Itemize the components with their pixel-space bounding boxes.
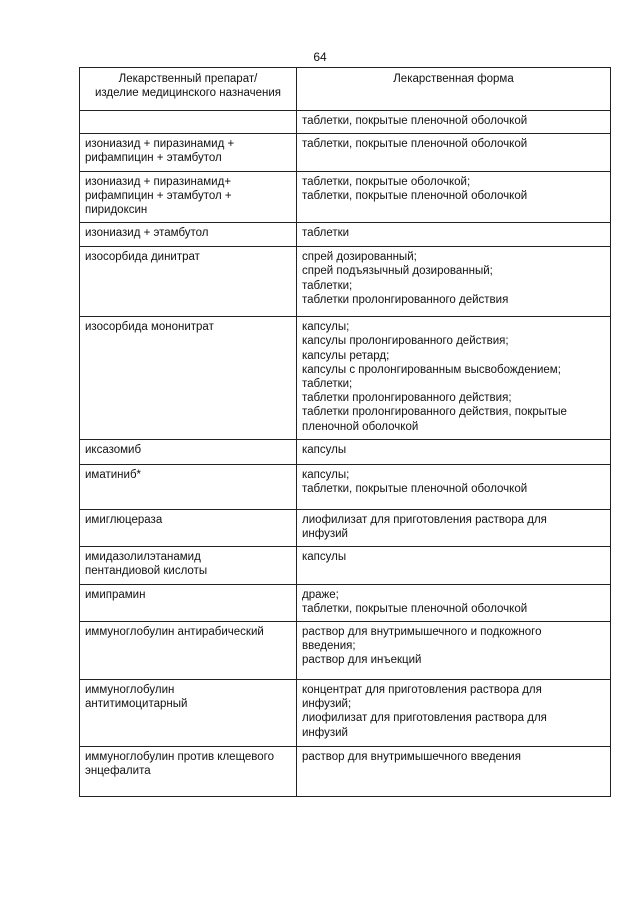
- table-row: [80, 171, 611, 223]
- dosage-form-cell: [297, 439, 611, 464]
- dosage-form-line: введения;: [302, 640, 356, 653]
- header-form: [297, 68, 611, 111]
- drug-cell: [80, 439, 297, 464]
- table-header-row: [80, 68, 611, 111]
- table-row: [80, 247, 611, 317]
- drug-name-line: изониазид + пиразинамид+: [85, 175, 232, 188]
- header-drug-line: изделие медицинского назначения: [94, 87, 282, 100]
- table-row: [80, 134, 611, 171]
- drug-cell: [80, 584, 297, 621]
- dosage-form-line: капсулы;: [302, 321, 350, 334]
- table-row: [80, 439, 611, 464]
- drug-name-line: иммуноглобулин против клещевого: [85, 751, 275, 764]
- drug-cell: [80, 509, 297, 546]
- dosage-form-cell: [297, 111, 611, 134]
- dosage-form-line: драже;: [302, 588, 339, 601]
- drug-cell: [80, 171, 297, 223]
- table-row: [80, 223, 611, 247]
- dosage-form-cell: [297, 547, 611, 584]
- drug-name-line: энцефалита: [85, 765, 151, 778]
- dosage-form-line: концентрат для приготовления раствора для: [302, 684, 542, 697]
- dosage-form-line: спрей дозированный;: [302, 251, 417, 264]
- dosage-form-line: таблетки, покрытые пленочной оболочкой: [302, 115, 528, 127]
- header-form-line: Лекарственная форма: [393, 73, 514, 85]
- dosage-form-line: капсулы с пролонгированным высвобождением;: [302, 363, 561, 376]
- dosage-form-cell: [297, 622, 611, 680]
- drug-name-line: изосорбида мононитрат: [85, 321, 214, 334]
- dosage-form-line: раствор для внутримышечного введения: [302, 751, 521, 764]
- table-row: [80, 680, 611, 747]
- drug-cell: [80, 134, 297, 171]
- drug-name-line: имидазолилэтанамид: [85, 551, 201, 564]
- table-row: [80, 622, 611, 680]
- dosage-form-cell: [297, 247, 611, 317]
- dosage-form-cell: [297, 747, 611, 797]
- drug-cell: [80, 223, 297, 247]
- dosage-form-line: спрей подъязычный дозированный;: [302, 265, 493, 278]
- drug-name-line: антитимоцитарный: [85, 698, 188, 711]
- dosage-form-cell: [297, 134, 611, 171]
- table-row: [80, 317, 611, 440]
- dosage-form-cell: [297, 680, 611, 747]
- drug-cell: [80, 247, 297, 317]
- table-row: [80, 584, 611, 621]
- dosage-form-cell: [297, 171, 611, 223]
- drug-name-line: пиридоксин: [85, 204, 148, 217]
- dosage-form-line: раствор для инъекций: [302, 654, 422, 667]
- drug-cell: [80, 547, 297, 584]
- dosage-form-line: таблетки пролонгированного действия: [302, 293, 509, 306]
- dosage-form-cell: [297, 464, 611, 509]
- drug-name-line: имиглюцераза: [85, 513, 163, 526]
- drug-name-line: пентандиовой кислоты: [85, 565, 208, 578]
- header-drug: [80, 68, 297, 111]
- dosage-form-line: таблетки, покрытые пленочной оболочкой: [302, 189, 528, 202]
- dosage-form-line: таблетки, покрытые пленочной оболочкой: [302, 602, 528, 615]
- drug-name-line: изониазид + этамбутол: [85, 227, 209, 240]
- drug-name-line: иматиниб*: [85, 468, 142, 481]
- dosage-form-line: инфузий: [302, 528, 348, 541]
- dosage-form-line: раствор для внутримышечного и подкожного: [302, 626, 542, 639]
- drug-name-line: изосорбида динитрат: [85, 251, 200, 264]
- page-number: 64: [313, 50, 327, 64]
- dosage-form-line: капсулы ретард;: [302, 349, 390, 362]
- dosage-form-line: лиофилизат для приготовления раствора для: [302, 513, 547, 526]
- table-row: [80, 464, 611, 509]
- dosage-form-line: лиофилизат для приготовления раствора для: [302, 712, 547, 725]
- table-row: [80, 509, 611, 546]
- drug-name-line: иммуноглобулин антирабический: [85, 626, 264, 639]
- dosage-form-line: инфузий: [302, 726, 348, 739]
- drug-cell: [80, 317, 297, 440]
- dosage-form-cell: [297, 223, 611, 247]
- header-drug-line: Лекарственный препарат/: [118, 73, 258, 85]
- drug-cell: [80, 680, 297, 747]
- drug-name-line: имипрамин: [85, 588, 146, 601]
- drug-cell: [80, 464, 297, 509]
- drug-name-line: рифампицин + этамбутол +: [85, 189, 232, 202]
- dosage-form-line: таблетки;: [302, 378, 353, 391]
- dosage-form-line: таблетки пролонгированного действия;: [302, 392, 512, 405]
- drug-name-line: рифампицин + этамбутол: [85, 152, 222, 165]
- table-row: [80, 747, 611, 797]
- drug-cell: [80, 622, 297, 680]
- dosage-form-line: таблетки, покрытые пленочной оболочкой: [302, 138, 528, 151]
- dosage-form-line: таблетки;: [302, 279, 353, 292]
- dosage-form-line: таблетки пролонгированного действия, покрытые: [302, 406, 567, 419]
- dosage-form-line: таблетки: [302, 227, 350, 240]
- drug-cell: [80, 111, 297, 134]
- dosage-form-cell: [297, 509, 611, 546]
- drug-name-line: изониазид + пиразинамид +: [85, 138, 235, 151]
- dosage-form-line: капсулы: [302, 551, 347, 564]
- drug-table: [79, 67, 611, 797]
- drug-cell: [80, 747, 297, 797]
- dosage-form-line: капсулы;: [302, 468, 350, 481]
- drug-name-line: иксазомиб: [85, 443, 142, 456]
- dosage-form-line: таблетки, покрытые пленочной оболочкой: [302, 483, 528, 496]
- dosage-form-line: капсулы: [302, 443, 347, 456]
- dosage-form-line: инфузий;: [302, 698, 352, 711]
- dosage-form-line: пленочной оболочкой: [302, 420, 419, 433]
- dosage-form-cell: [297, 584, 611, 621]
- drug-name-line: иммуноглобулин: [85, 684, 175, 697]
- table-row: [80, 111, 611, 134]
- table-row: [80, 547, 611, 584]
- dosage-form-cell: [297, 317, 611, 440]
- dosage-form-line: капсулы пролонгированного действия;: [302, 335, 509, 348]
- dosage-form-line: таблетки, покрытые оболочкой;: [302, 175, 471, 188]
